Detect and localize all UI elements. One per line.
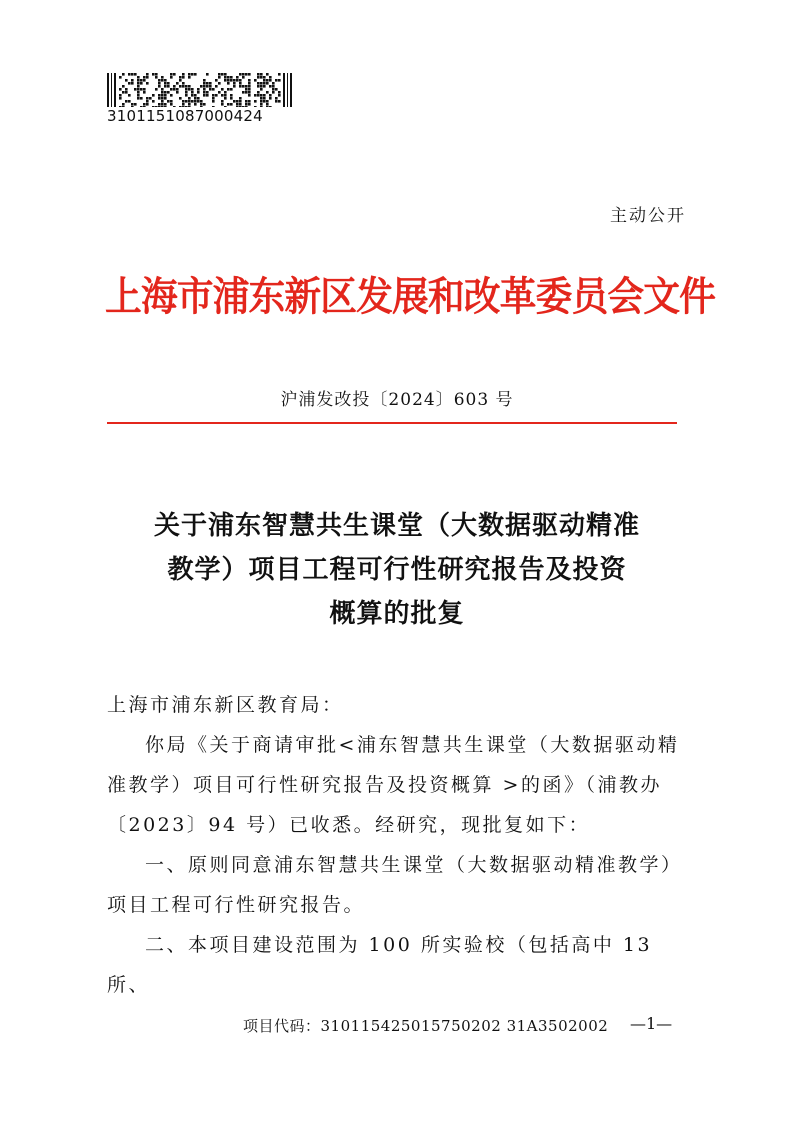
red-divider-line <box>107 422 677 424</box>
project-code-value: 310115425015750202 31A3502002 <box>320 1017 609 1035</box>
body-paragraph: 你局《关于商请审批<浦东智慧共生课堂（大数据驱动精准教学）项目可行性研究报告及投资概算 >的函》（浦教办〔2023〕94 号）已收悉。经研究，现批复如下： <box>107 734 680 836</box>
document-body <box>107 685 687 1005</box>
document-number: 沪浦发改投〔2024〕603 号 <box>280 390 514 410</box>
body-paragraph: 二、本项目建设范围为 100 所实验校（包括高中 13 所、 <box>107 934 653 996</box>
page-number: —1— <box>630 1014 673 1033</box>
project-code-label: 项目代码： <box>243 1017 321 1035</box>
title-line: 教学）项目工程可行性研究报告及投资 <box>167 555 627 585</box>
issuing-authority-header: 上海市浦东新区发展和改革委员会文件 <box>105 273 715 320</box>
document-title <box>100 504 694 636</box>
body-paragraph: 一、原则同意浦东智慧共生课堂（大数据驱动精准教学）项目工程可行性研究报告。 <box>107 854 683 916</box>
barcode-number: 3101151087000424 <box>107 107 263 125</box>
title-line: 关于浦东智慧共生课堂（大数据驱动精准 <box>153 511 640 541</box>
disclosure-label: 主动公开 <box>610 206 686 226</box>
project-code-footer <box>243 1015 608 1036</box>
addressee: 上海市浦东新区教育局： <box>107 694 344 716</box>
barcode-image <box>107 73 293 107</box>
title-line: 概算的批复 <box>329 599 465 629</box>
